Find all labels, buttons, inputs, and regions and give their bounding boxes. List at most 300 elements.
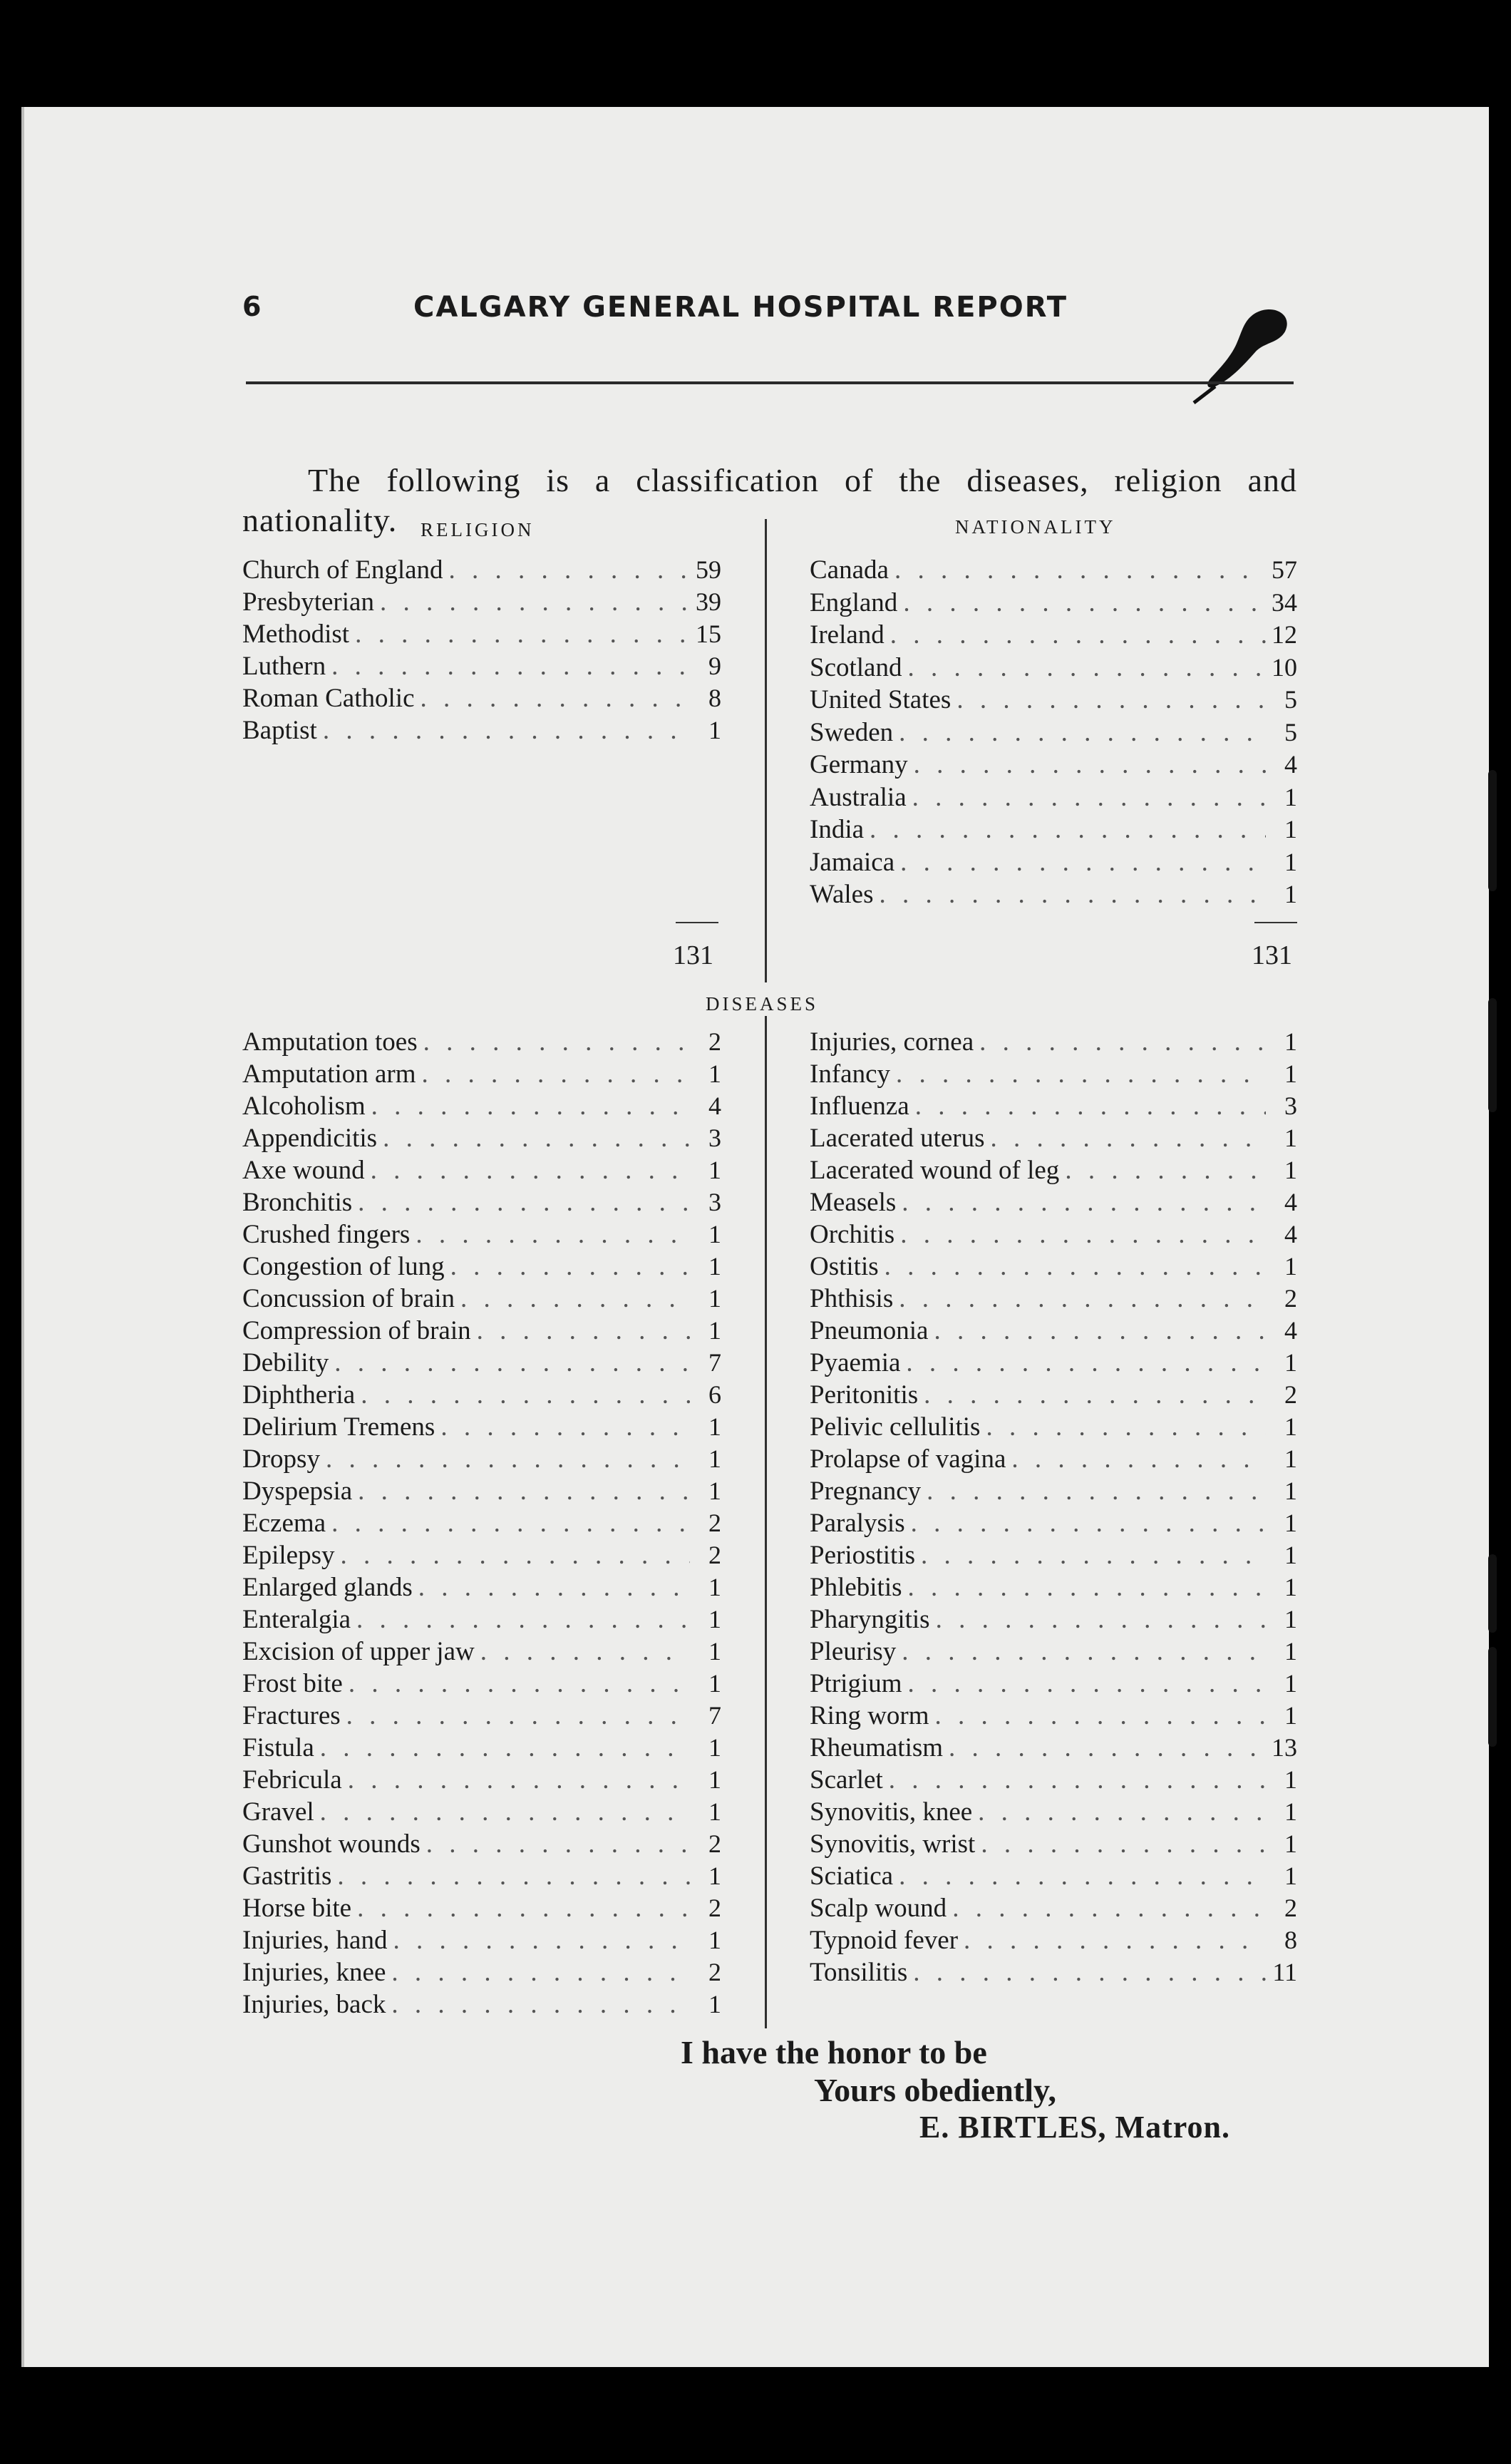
- list-item: [242, 1444, 721, 1476]
- ink-blot-mark: [1187, 299, 1301, 406]
- dot-leader: [326, 1444, 690, 1474]
- item-name: Rheumatism: [810, 1733, 944, 1762]
- dot-leader: [914, 749, 1266, 780]
- dot-leader: [956, 684, 1266, 715]
- item-count: 1: [708, 1444, 721, 1473]
- item-name: Amputation arm: [242, 1059, 416, 1089]
- list-item: [242, 587, 721, 619]
- item-count: 15: [696, 620, 721, 648]
- list-item: [810, 684, 1297, 717]
- header-rule: [246, 381, 1294, 384]
- dot-leader: [991, 1123, 1267, 1154]
- dot-leader: [422, 1059, 690, 1089]
- dot-leader: [391, 1989, 690, 2020]
- dot-leader: [902, 1636, 1266, 1667]
- list-item: [242, 1283, 721, 1315]
- dot-leader: [899, 1283, 1266, 1314]
- item-count: 6: [708, 1380, 721, 1409]
- item-count: 1: [708, 1252, 721, 1280]
- item-name: United States: [810, 685, 952, 714]
- running-title: CALGARY GENERAL HOSPITAL REPORT: [413, 291, 1068, 324]
- item-name: Diphtheria: [242, 1380, 356, 1410]
- list-item: [810, 1797, 1297, 1829]
- item-count: 8: [708, 684, 721, 712]
- item-count: 3: [708, 1124, 721, 1152]
- item-count: 1: [708, 1765, 721, 1794]
- dot-leader: [421, 683, 691, 714]
- item-count: 7: [708, 1348, 721, 1377]
- column-divider: [765, 519, 767, 982]
- list-item: [242, 683, 721, 715]
- list-item: [810, 1187, 1297, 1219]
- item-count: 1: [1284, 1444, 1297, 1473]
- item-name: Germany: [810, 750, 908, 779]
- item-name: England: [810, 587, 898, 617]
- diseases-heading: DISEASES: [706, 993, 819, 1015]
- dot-leader: [981, 1829, 1266, 1859]
- item-name: Sciatica: [810, 1862, 894, 1891]
- item-count: 1: [1284, 1027, 1297, 1056]
- list-item: [242, 1027, 721, 1059]
- item-name: Enteralgia: [242, 1605, 351, 1634]
- list-item: [242, 1989, 721, 2021]
- dot-leader: [913, 1957, 1266, 1988]
- dot-leader: [1065, 1155, 1266, 1186]
- list-item: [810, 1893, 1297, 1925]
- dot-leader: [902, 1187, 1266, 1218]
- list-item: [810, 1861, 1297, 1893]
- item-count: 1: [708, 1605, 721, 1633]
- list-item: [242, 1668, 721, 1700]
- dot-leader: [346, 1700, 690, 1731]
- dot-leader: [423, 1027, 690, 1057]
- item-name: Concussion of brain: [242, 1284, 455, 1313]
- dot-leader: [323, 715, 690, 746]
- list-item: [810, 1348, 1297, 1380]
- dot-leader: [870, 814, 1266, 845]
- item-count: 4: [1284, 1316, 1297, 1345]
- dot-leader: [900, 847, 1266, 878]
- religion-list: [242, 555, 721, 747]
- item-name: Injuries, knee: [242, 1958, 386, 1987]
- page-number: 6: [242, 291, 262, 322]
- dot-leader: [449, 555, 690, 585]
- item-name: Lacerated uterus: [810, 1124, 985, 1153]
- item-name: Infancy: [810, 1059, 890, 1089]
- item-name: Fistula: [242, 1733, 314, 1762]
- binding-clip: [1488, 998, 1497, 1112]
- list-item: [810, 717, 1297, 750]
- item-name: Frost bite: [242, 1669, 343, 1698]
- dot-leader: [383, 1123, 690, 1154]
- item-name: Pharyngitis: [810, 1605, 930, 1634]
- item-count: 1: [1284, 1509, 1297, 1537]
- item-count: 2: [1284, 1284, 1297, 1313]
- item-count: 1: [1284, 1573, 1297, 1601]
- item-count: 1: [708, 1637, 721, 1665]
- list-item: [810, 1765, 1297, 1797]
- item-name: Fractures: [242, 1701, 341, 1730]
- item-name: Peritonitis: [810, 1380, 919, 1410]
- item-name: Ptrigium: [810, 1669, 902, 1698]
- item-name: Phthisis: [810, 1284, 894, 1313]
- dot-leader: [964, 1925, 1266, 1956]
- item-name: Congestion of lung: [242, 1252, 445, 1281]
- item-name: Methodist: [242, 620, 350, 649]
- nationality-heading: NATIONALITY: [955, 516, 1116, 538]
- list-item: [810, 1604, 1297, 1636]
- item-name: Orchitis: [810, 1220, 895, 1249]
- list-item: [242, 1925, 721, 1957]
- item-count: 4: [1284, 750, 1297, 779]
- list-item: [242, 1315, 721, 1348]
- list-item: [810, 1636, 1297, 1668]
- list-item: [242, 1957, 721, 1989]
- item-count: 1: [708, 1669, 721, 1698]
- dot-leader: [355, 619, 690, 650]
- list-item: [242, 715, 721, 747]
- dot-leader: [907, 652, 1266, 683]
- list-item: [242, 1091, 721, 1123]
- item-name: Injuries, cornea: [810, 1027, 974, 1057]
- item-name: Amputation toes: [242, 1027, 418, 1057]
- binding-clip: [1488, 1554, 1497, 1633]
- diseases-list-left: [242, 1027, 721, 2021]
- item-name: Sweden: [810, 717, 894, 747]
- nationality-list: [810, 555, 1297, 912]
- list-item: [810, 1957, 1297, 1989]
- list-item: [810, 1027, 1297, 1059]
- item-count: 57: [1272, 555, 1297, 584]
- item-name: Pelivic cellulitis: [810, 1412, 981, 1442]
- item-name: Luthern: [242, 652, 326, 681]
- list-item: [242, 1797, 721, 1829]
- dot-leader: [358, 1476, 690, 1506]
- list-item: [242, 1059, 721, 1091]
- dot-leader: [320, 1797, 690, 1827]
- item-count: 1: [1284, 1829, 1297, 1858]
- item-name: Compression of brain: [242, 1316, 471, 1345]
- list-item: [810, 814, 1297, 847]
- item-count: 9: [708, 652, 721, 680]
- dot-leader: [450, 1251, 690, 1282]
- dot-leader: [949, 1732, 1266, 1763]
- item-name: Canada: [810, 555, 889, 585]
- diseases-list-right: [810, 1027, 1297, 1989]
- list-item: [810, 555, 1297, 587]
- item-count: 59: [696, 555, 721, 584]
- list-item: [810, 1155, 1297, 1187]
- list-item: [810, 879, 1297, 912]
- dot-leader: [358, 1187, 690, 1218]
- item-count: 2: [1284, 1894, 1297, 1922]
- dot-leader: [912, 782, 1266, 813]
- list-item: [242, 1572, 721, 1604]
- dot-leader: [380, 587, 690, 617]
- list-item: [242, 1765, 721, 1797]
- item-name: Pregnancy: [810, 1477, 922, 1506]
- dot-leader: [921, 1540, 1266, 1571]
- list-item: [810, 1059, 1297, 1091]
- item-name: Pneumonia: [810, 1316, 929, 1345]
- dot-leader: [477, 1315, 690, 1346]
- dot-leader: [935, 1700, 1266, 1731]
- dot-leader: [460, 1283, 690, 1314]
- list-item: [810, 847, 1297, 880]
- list-item: [810, 1732, 1297, 1765]
- item-name: Roman Catholic: [242, 684, 415, 713]
- closing-line: I have the honor to be: [681, 2034, 987, 2070]
- dot-leader: [356, 1604, 690, 1635]
- dot-leader: [331, 1508, 690, 1539]
- item-count: 2: [708, 1541, 721, 1569]
- dot-leader: [934, 1315, 1266, 1346]
- list-item: [810, 587, 1297, 620]
- list-item: [242, 1508, 721, 1540]
- item-count: 2: [708, 1509, 721, 1537]
- list-item: [242, 1219, 721, 1251]
- dot-leader: [418, 1572, 690, 1603]
- item-name: Scalp wound: [810, 1894, 947, 1923]
- item-count: 1: [1284, 1412, 1297, 1441]
- binding-clip: [1488, 1647, 1497, 1747]
- item-count: 1: [1284, 1252, 1297, 1280]
- item-name: Measels: [810, 1188, 897, 1217]
- item-count: 1: [1284, 1348, 1297, 1377]
- dot-leader: [349, 1668, 690, 1699]
- list-item: [810, 1572, 1297, 1604]
- item-count: 3: [708, 1188, 721, 1216]
- item-count: 1: [1284, 1541, 1297, 1569]
- dot-leader: [885, 1251, 1266, 1282]
- page-header: [242, 287, 1290, 337]
- item-name: Tonsilitis: [810, 1958, 908, 1987]
- item-count: 1: [708, 1059, 721, 1088]
- item-count: 1: [1284, 1701, 1297, 1730]
- list-item: [242, 1155, 721, 1187]
- religion-total-rule: [676, 922, 718, 923]
- item-name: Injuries, hand: [242, 1926, 388, 1955]
- item-name: Crushed fingers: [242, 1220, 411, 1249]
- dot-leader: [900, 1219, 1266, 1250]
- dot-leader: [440, 1412, 690, 1442]
- list-item: [810, 1476, 1297, 1508]
- item-count: 1: [1284, 1124, 1297, 1152]
- list-item: [810, 1315, 1297, 1348]
- item-count: 1: [708, 1156, 721, 1184]
- item-count: 1: [1284, 1669, 1297, 1698]
- dot-leader: [1011, 1444, 1266, 1474]
- signature-line: E. BIRTLES, Matron.: [919, 2110, 1230, 2145]
- list-item: [242, 1732, 721, 1765]
- item-count: 1: [1284, 1862, 1297, 1890]
- list-item: [810, 749, 1297, 782]
- list-item: [242, 1412, 721, 1444]
- item-count: 1: [708, 1477, 721, 1505]
- item-count: 34: [1272, 587, 1297, 617]
- item-name: Appendicitis: [242, 1124, 378, 1153]
- item-count: 1: [1284, 1477, 1297, 1505]
- item-name: Church of England: [242, 555, 443, 585]
- list-item: [242, 1893, 721, 1925]
- item-count: 1: [1284, 1637, 1297, 1665]
- item-count: 1: [708, 1926, 721, 1954]
- item-count: 1: [1284, 815, 1297, 843]
- item-name: Synovitis, knee: [810, 1797, 973, 1827]
- dot-leader: [337, 1861, 690, 1891]
- item-name: Ring worm: [810, 1701, 929, 1730]
- item-count: 1: [1284, 847, 1297, 876]
- item-name: Paralysis: [810, 1509, 905, 1538]
- dot-leader: [927, 1476, 1266, 1506]
- dot-leader: [979, 1027, 1266, 1057]
- item-count: 1: [708, 1573, 721, 1601]
- dot-leader: [908, 1668, 1266, 1699]
- item-count: 2: [708, 1829, 721, 1858]
- dot-leader: [890, 620, 1266, 650]
- dot-leader: [899, 1861, 1266, 1891]
- list-item: [242, 1636, 721, 1668]
- dot-leader: [894, 555, 1266, 585]
- item-name: Ostitis: [810, 1252, 879, 1281]
- dot-leader: [334, 1348, 690, 1378]
- item-name: Epilepsy: [242, 1541, 335, 1570]
- item-count: 12: [1272, 620, 1297, 649]
- list-item: [810, 1540, 1297, 1572]
- list-item: [242, 1380, 721, 1412]
- item-name: Wales: [810, 880, 874, 909]
- list-item: [242, 1348, 721, 1380]
- item-name: Debility: [242, 1348, 329, 1377]
- column-divider: [765, 1016, 767, 2028]
- list-item: [242, 1829, 721, 1861]
- dot-leader: [361, 1380, 690, 1410]
- item-name: Scotland: [810, 652, 902, 682]
- list-item: [242, 1700, 721, 1732]
- item-name: Pleurisy: [810, 1637, 897, 1666]
- item-name: Febricula: [242, 1765, 342, 1795]
- item-count: 1: [708, 1733, 721, 1762]
- dot-leader: [952, 1893, 1266, 1924]
- item-count: 1: [1284, 1605, 1297, 1633]
- list-item: [810, 1829, 1297, 1861]
- item-count: 1: [708, 1220, 721, 1248]
- item-count: 5: [1284, 685, 1297, 714]
- list-item: [810, 1091, 1297, 1123]
- list-item: [810, 1123, 1297, 1155]
- list-item: [810, 1444, 1297, 1476]
- dot-leader: [986, 1412, 1266, 1442]
- item-count: 2: [708, 1958, 721, 1986]
- dot-leader: [896, 1059, 1266, 1089]
- item-count: 1: [708, 1284, 721, 1313]
- item-name: Enlarged glands: [242, 1573, 413, 1602]
- item-name: Alcoholism: [242, 1092, 366, 1121]
- list-item: [242, 619, 721, 651]
- item-name: Baptist: [242, 716, 317, 745]
- item-count: 4: [1284, 1220, 1297, 1248]
- list-item: [242, 651, 721, 683]
- dot-leader: [393, 1925, 690, 1956]
- dot-leader: [331, 651, 690, 682]
- item-name: Injuries, back: [242, 1990, 386, 2019]
- closing-line: Yours obediently,: [814, 2072, 1056, 2108]
- dot-leader: [416, 1219, 690, 1250]
- item-count: 1: [708, 1797, 721, 1826]
- item-name: Eczema: [242, 1509, 326, 1538]
- list-item: [242, 1861, 721, 1893]
- item-count: 1: [708, 716, 721, 744]
- item-name: Influenza: [810, 1092, 909, 1121]
- list-item: [810, 1283, 1297, 1315]
- dot-leader: [348, 1765, 690, 1795]
- item-count: 1: [708, 1316, 721, 1345]
- list-item: [810, 652, 1297, 685]
- item-count: 1: [1284, 1765, 1297, 1794]
- item-name: Jamaica: [810, 847, 895, 877]
- item-count: 1: [708, 1990, 721, 2018]
- item-count: 7: [708, 1701, 721, 1730]
- list-item: [242, 1540, 721, 1572]
- item-count: 11: [1272, 1958, 1297, 1986]
- list-item: [242, 1251, 721, 1283]
- item-name: Delirium Tremens: [242, 1412, 435, 1442]
- item-name: India: [810, 815, 865, 844]
- item-count: 4: [1284, 1188, 1297, 1216]
- item-count: 39: [696, 587, 721, 616]
- item-count: 4: [708, 1092, 721, 1120]
- item-name: Gravel: [242, 1797, 314, 1827]
- item-count: 1: [708, 1862, 721, 1890]
- item-name: Excision of upper jaw: [242, 1637, 475, 1666]
- item-count: 8: [1284, 1926, 1297, 1954]
- dot-leader: [889, 1765, 1266, 1795]
- item-count: 2: [708, 1894, 721, 1922]
- item-count: 1: [1284, 880, 1297, 908]
- dot-leader: [357, 1893, 690, 1924]
- binding-clip: [1488, 770, 1497, 891]
- dot-leader: [371, 1091, 690, 1121]
- item-name: Dropsy: [242, 1444, 320, 1474]
- item-name: Typnoid fever: [810, 1926, 959, 1955]
- list-item: [810, 1380, 1297, 1412]
- dot-leader: [426, 1829, 690, 1859]
- item-name: Ireland: [810, 620, 885, 650]
- item-name: Lacerated wound of leg: [810, 1156, 1060, 1185]
- dot-leader: [906, 1348, 1266, 1378]
- dot-leader: [924, 1380, 1266, 1410]
- list-item: [810, 1508, 1297, 1540]
- item-name: Axe wound: [242, 1156, 365, 1185]
- dot-leader: [915, 1091, 1266, 1121]
- item-name: Dyspepsia: [242, 1477, 353, 1506]
- dot-leader: [936, 1604, 1266, 1635]
- list-item: [242, 1123, 721, 1155]
- item-name: Scarlet: [810, 1765, 883, 1795]
- religion-total: 131: [673, 940, 713, 970]
- religion-heading: RELIGION: [421, 519, 535, 540]
- dot-leader: [391, 1957, 690, 1988]
- list-item: [810, 1700, 1297, 1732]
- list-item: [810, 1219, 1297, 1251]
- list-item: [810, 1251, 1297, 1283]
- item-count: 2: [1284, 1380, 1297, 1409]
- dot-leader: [371, 1155, 690, 1186]
- item-name: Gastritis: [242, 1862, 332, 1891]
- dot-leader: [978, 1797, 1266, 1827]
- list-item: [810, 1925, 1297, 1957]
- item-name: Pyaemia: [810, 1348, 901, 1377]
